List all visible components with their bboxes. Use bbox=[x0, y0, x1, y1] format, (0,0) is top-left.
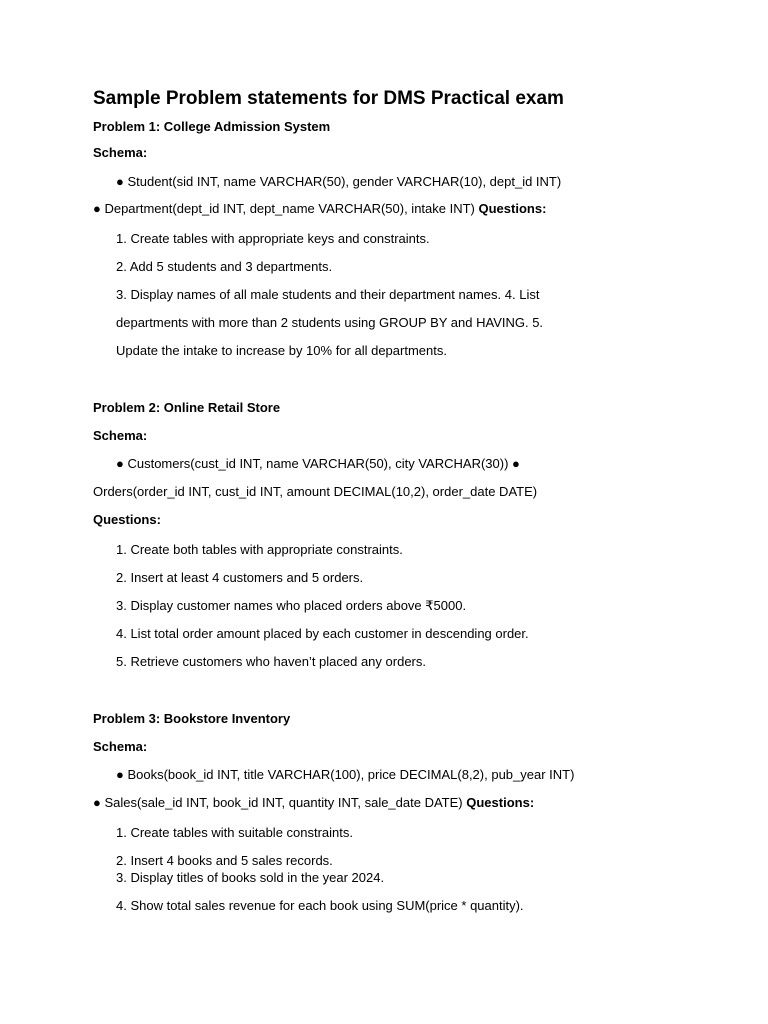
problem-1-question-2: 2. Add 5 students and 3 departments. bbox=[116, 259, 333, 274]
problem-3-schema-label: Schema: bbox=[93, 739, 148, 754]
problem-2-question-1: 1. Create both tables with appropriate constraints. bbox=[116, 542, 403, 557]
problem-1-question-3: 3. Display names of all male students and their department names. 4. List bbox=[116, 287, 540, 302]
problem-2-heading: Problem 2: Online Retail Store bbox=[93, 400, 281, 415]
problem-3-question-3: 3. Display titles of books sold in the year 2024. bbox=[116, 870, 385, 885]
document-title: Sample Problem statements for DMS Practical exam bbox=[93, 88, 564, 109]
problem-2-question-3: 3. Display customer names who placed orders above ₹5000. bbox=[116, 598, 467, 613]
problem-1-schema-line-1: ● Student(sid INT, name VARCHAR(50), gender VARCHAR(10), dept_id INT) bbox=[116, 174, 562, 189]
problem-3-question-4: 4. Show total sales revenue for each book using SUM(price * quantity). bbox=[116, 898, 524, 913]
problem-1-schema-label: Schema: bbox=[93, 145, 148, 160]
problem-2-question-5: 5. Retrieve customers who haven’t placed any orders. bbox=[116, 654, 426, 669]
problem-2-question-2: 2. Insert at least 4 customers and 5 orders. bbox=[116, 570, 364, 585]
problem-3-schema-line-2 bbox=[93, 795, 534, 811]
problem-1-questions-label: Questions: bbox=[478, 201, 547, 216]
problem-2-schema-line-2: Orders(order_id INT, cust_id INT, amount DECIMAL(10,2), order_date DATE) bbox=[93, 484, 538, 499]
problem-1-question-4: departments with more than 2 students using GROUP BY and HAVING. 5. bbox=[116, 315, 544, 330]
problem-3-questions-label: Questions: bbox=[466, 795, 535, 810]
problem-3-heading: Problem 3: Bookstore Inventory bbox=[93, 711, 291, 726]
problem-2-question-4: 4. List total order amount placed by each customer in descending order. bbox=[116, 626, 529, 641]
problem-2-schema-label: Schema: bbox=[93, 428, 148, 443]
problem-1-schema-line-2-text: ● Department(dept_id INT, dept_name VARCHAR(50), intake INT) bbox=[93, 201, 475, 216]
problem-3-question-1: 1. Create tables with suitable constraints. bbox=[116, 825, 354, 840]
problem-3-schema-line-2-text: ● Sales(sale_id INT, book_id INT, quantity INT, sale_date DATE) bbox=[93, 795, 463, 810]
problem-3-question-2: 2. Insert 4 books and 5 sales records. bbox=[116, 853, 333, 868]
problem-1-schema-line-2 bbox=[93, 201, 546, 217]
problem-1-heading: Problem 1: College Admission System bbox=[93, 119, 331, 134]
problem-1-question-1: 1. Create tables with appropriate keys and constraints. bbox=[116, 231, 430, 246]
problem-3-schema-line-1: ● Books(book_id INT, title VARCHAR(100), price DECIMAL(8,2), pub_year INT) bbox=[116, 767, 575, 782]
problem-1-question-5: Update the intake to increase by 10% for all departments. bbox=[116, 343, 447, 358]
problem-2-schema-line-1: ● Customers(cust_id INT, name VARCHAR(50), city VARCHAR(30)) ● bbox=[116, 456, 520, 471]
problem-2-questions-label: Questions: bbox=[93, 512, 161, 527]
